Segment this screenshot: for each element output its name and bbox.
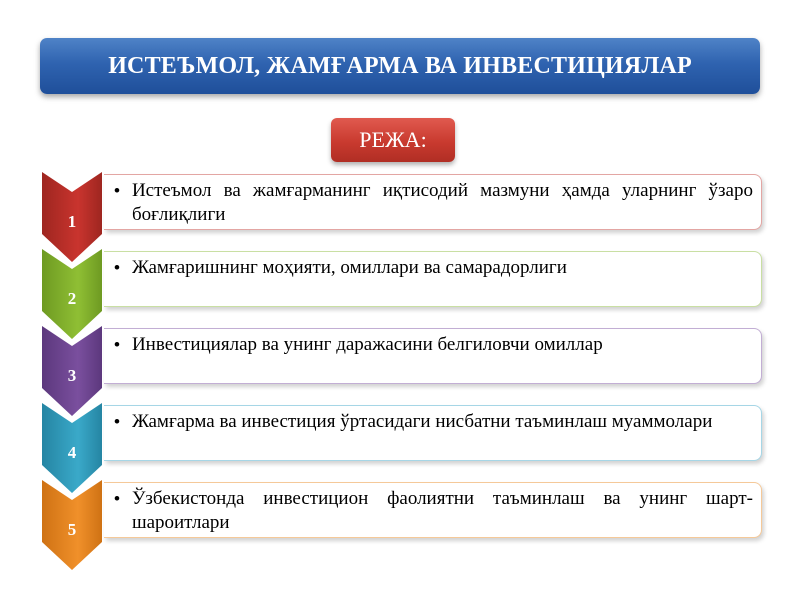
item-text-box — [104, 482, 762, 538]
item-text-box — [104, 174, 762, 230]
bullet-icon: • — [114, 181, 120, 200]
item-text-box — [104, 405, 762, 461]
item-number: 3 — [67, 366, 77, 385]
item-number: 2 — [67, 289, 77, 308]
item-number: 4 — [67, 443, 77, 462]
item-text: Ўзбекистонда инвестицион фаолиятни таъминлаш ва унинг шарт-шароитлари — [131, 488, 753, 533]
chevron-marker — [40, 480, 104, 570]
bullet-icon: • — [114, 335, 120, 354]
plan-item — [40, 480, 770, 570]
bullet-icon: • — [114, 258, 120, 277]
item-text-box — [104, 251, 762, 307]
item-number: 1 — [67, 212, 77, 231]
item-text-box — [104, 328, 762, 384]
slide-title: ИСТЕЪМОЛ, ЖАМҒАРМА ВА ИНВЕСТИЦИЯЛАР — [40, 38, 760, 94]
item-text: Жамғарма ва инвестиция ўртасидаги нисбатни таъминлаш муаммолари — [131, 411, 713, 432]
item-text: Истеъмол ва жамғарманинг иқтисодий мазмуни ҳамда уларнинг ўзаро боғлиқлиги — [131, 180, 753, 225]
bullet-icon: • — [114, 489, 120, 508]
item-text: Инвестициялар ва унинг даражасини белгиловчи омиллар — [131, 334, 603, 355]
bullet-icon: • — [114, 412, 120, 431]
plan-badge: РЕЖА: — [331, 118, 455, 162]
item-text: Жамғаришнинг моҳияти, омиллари ва самарадорлиги — [131, 257, 567, 278]
item-number: 5 — [67, 520, 77, 539]
